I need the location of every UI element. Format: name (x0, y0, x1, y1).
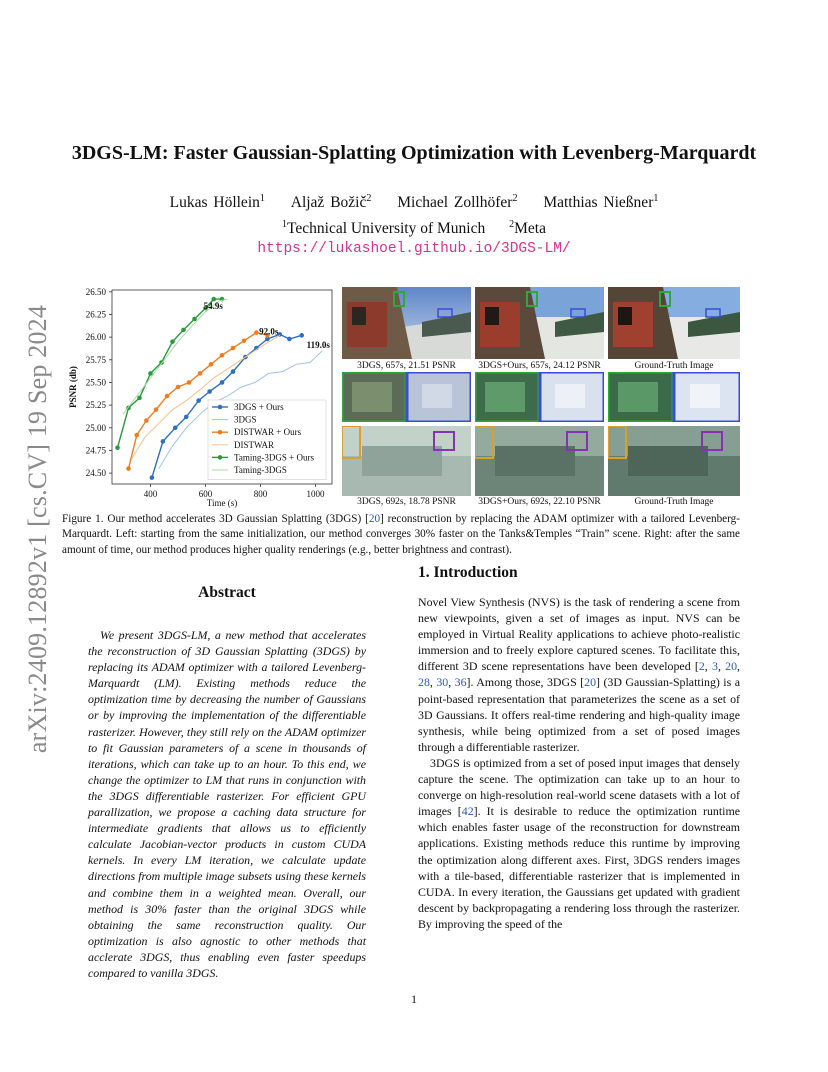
data-point (196, 398, 201, 403)
annotation-label: 92.0s (259, 326, 279, 337)
data-point (154, 407, 159, 412)
y-tick-label: 26.50 (85, 286, 106, 297)
citation-link[interactable]: 3 (711, 659, 718, 674)
abstract-heading: Abstract (198, 584, 256, 601)
x-tick-label: 800 (253, 489, 268, 499)
data-point (150, 475, 155, 480)
y-tick-label: 25.75 (85, 354, 106, 365)
legend-marker (218, 430, 223, 435)
citation-link[interactable]: 42 (461, 804, 474, 819)
psnr-time-chart (66, 284, 342, 508)
data-point (170, 339, 175, 344)
caption-ground-truth-2: Ground-Truth Image (634, 497, 714, 507)
data-point (126, 466, 131, 471)
data-point (220, 353, 225, 358)
ground-truth-image-1 (608, 287, 740, 359)
project-url[interactable]: https://lukashoel.github.io/3DGS-LM/ (257, 241, 571, 257)
y-tick-label: 24.50 (85, 468, 106, 479)
author: Lukas Höllein$^1$ (169, 193, 265, 212)
citation-link[interactable]: 2 (698, 659, 705, 674)
introduction-body (418, 594, 740, 932)
legend-label: Taming-3DGS (234, 465, 287, 475)
data-point (231, 346, 236, 351)
y-tick-label: 26.25 (85, 309, 106, 320)
x-axis-label: Time (s) (206, 498, 238, 508)
data-point (161, 439, 166, 444)
citation-link[interactable]: 36 (454, 675, 467, 690)
affiliations (0, 219, 828, 238)
caption-3dgs-657s: 3DGS, 657s, 21.51 PSNR (357, 361, 456, 371)
caption-3dgs-ours-657s: 3DGS+Ours, 657s, 24.12 PSNR (478, 361, 601, 371)
y-axis-label: PSNR (db) (68, 366, 78, 408)
author: Aljaž Božič$^2$ (290, 193, 372, 212)
data-point (165, 394, 170, 399)
page-number: 1 (411, 992, 417, 1006)
paragraph: Novel View Synthesis (NVS) is the task of rendering a scene from new viewpoints, given a set of images as input. NVS can be employed in Virtual Reality applications to achieve photo-realistic immersion and to freely explore captured scenes. To facilitate this, different 3D scene representations have been developed [2, 3, 20, 28, 30, 36]. Among those, 3DGS [20] (3D Gaussian-Splatting) is a point-based representation that parameterizes the scene as a set of 3D Gaussians. It offers real-time rendering and high-quality image synthesis, while being optimized from a set of posed images through a differentiable rasterizer. (418, 595, 740, 754)
citation-link[interactable]: 20 (368, 513, 381, 525)
x-tick-label: 1000 (306, 489, 325, 499)
citation-link[interactable]: 30 (436, 675, 449, 690)
citation-link[interactable]: 20 (725, 659, 738, 674)
affiliation: $^1$Technical University of Munich (282, 219, 486, 238)
abstract-text: We present 3DGS-LM, a new method that accelerates the reconstruction of 3D Gaussian Splatting (3DGS) by replacing its ADAM optimizer with a tailored Levenberg-Marquardt (LM). Existing methods reduce the optimization time by decreasing the number of Gaussians or by improving the implementation of the differentiable rasterizer. However, they still rely on the ADAM optimizer to fit Gaussian parameters of a scene in thousands of iterations, which can take up to an hour. To this end, we change the optimizer to LM that runs in conjunction with the 3DGS differentiable rasterizer. For efficient GPU parallization, we propose a caching data structure for intermediate gradients that allows us to efficiently calculate Jacobian-vector products in custom CUDA kernels. In every LM iteration, we calculate update directions from multiple image subsets using these kernels and combine them in a weighted mean. Overall, our method is 30% faster than the original 3DGS while obtaining the same reconstruction quality. Our optimization is also agnostic to other methods that acclerate 3DGS, thus enabling even faster speedups compared to vanilla 3DGS. (88, 628, 366, 980)
data-point (242, 338, 247, 343)
data-point (144, 418, 149, 423)
y-tick-label: 25.25 (85, 400, 106, 411)
data-point (299, 333, 304, 338)
citation-link[interactable]: 20 (584, 675, 597, 690)
zoom-strip-3 (608, 372, 740, 422)
data-point (209, 362, 214, 367)
legend-label: DISTWAR (234, 439, 274, 450)
caption-ground-truth-1: Ground-Truth Image (634, 361, 714, 371)
section-heading-introduction: 1. Introduction (418, 564, 518, 581)
data-point (176, 385, 181, 390)
author: Matthias Nießner$^1$ (543, 193, 659, 212)
ground-truth-image-2 (608, 426, 740, 496)
citation-link[interactable]: 28 (418, 675, 430, 690)
figure-caption: Figure 1. Our method accelerates 3D Gaussian Splatting (3DGS) [20] reconstruction by replacing the ADAM optimizer with a tailored Levenberg-Marquardt. Left: starting from the same initialization, our method converges 30% faster on the Tanks&Temples “Train” scene. Right: after the same amount of time, our method produces higher quality renderings (e.g., better brightness and contrast). (62, 513, 740, 556)
paragraph: 3DGS is optimized from a set of posed input images that densely capture the scene. The optimization can take up to an hour to converge on high-resolution real-world scene datasets with a lot of images [42]. It is desirable to reduce the optimization runtime which enables faster usage of the reconstruction for downstream applications. Existing methods reduce this runtime by improving the optimization along different axes. First, 3DGS renders images with a tile-based, differentiable rasterizer that is implemented in CUDA. In every iteration, the Gaussians get updated with gradient descent by backpropagating a rendering loss through the rasterizer. By improving the speed of the (418, 755, 740, 931)
annotation-label: 54.9s (203, 301, 223, 312)
arxiv-sidebar (8, 286, 68, 772)
render-3dgs-657s (342, 287, 471, 359)
data-point (173, 425, 178, 430)
comparison-image-grid (342, 287, 740, 509)
data-point (187, 380, 192, 385)
data-point (181, 328, 186, 333)
author: Michael Zollhöfer$^2$ (397, 193, 518, 212)
author-list (0, 193, 828, 212)
data-point (231, 369, 236, 374)
annotation-label: 119.0s (306, 340, 330, 351)
data-point (287, 337, 292, 342)
data-point (220, 380, 225, 385)
legend-label: Taming-3DGS + Ours (234, 452, 314, 463)
data-point (254, 330, 259, 335)
caption-3dgs-692s: 3DGS, 692s, 18.78 PSNR (357, 497, 456, 507)
affiliation: $^2$Meta (509, 219, 546, 238)
data-point (115, 445, 120, 450)
y-tick-label: 24.75 (85, 445, 106, 456)
data-point (198, 371, 203, 376)
arxiv-identifier: arXiv:2409.12892v1 [cs.CV] 19 Sep 2024 (23, 304, 52, 754)
legend-label: 3DGS + Ours (234, 402, 284, 412)
series-line-4 (118, 299, 223, 448)
y-tick-label: 26.00 (85, 332, 106, 343)
render-3dgs-ours-692s (475, 426, 604, 496)
render-3dgs-692s (342, 426, 471, 496)
x-tick-label: 600 (198, 489, 213, 499)
x-tick-label: 400 (143, 489, 158, 499)
paper-title: 3DGS-LM: Faster Gaussian-Splatting Optimization with Levenberg-Marquardt (71, 142, 757, 164)
data-point (184, 415, 189, 420)
legend-marker (218, 455, 223, 460)
data-point (137, 396, 142, 401)
y-tick-label: 25.00 (85, 422, 106, 433)
data-point (192, 317, 197, 322)
legend-label: DISTWAR + Ours (234, 427, 302, 438)
legend-marker (218, 405, 223, 410)
y-tick-label: 25.50 (85, 377, 106, 388)
legend-label: 3DGS (234, 414, 257, 425)
data-point (207, 389, 212, 394)
render-3dgs-ours-657s (475, 287, 604, 359)
caption-3dgs-ours-692s: 3DGS+Ours, 692s, 22.10 PSNR (478, 497, 601, 507)
zoom-strip-1 (342, 372, 471, 422)
zoom-strip-2 (475, 372, 604, 422)
data-point (134, 433, 139, 438)
